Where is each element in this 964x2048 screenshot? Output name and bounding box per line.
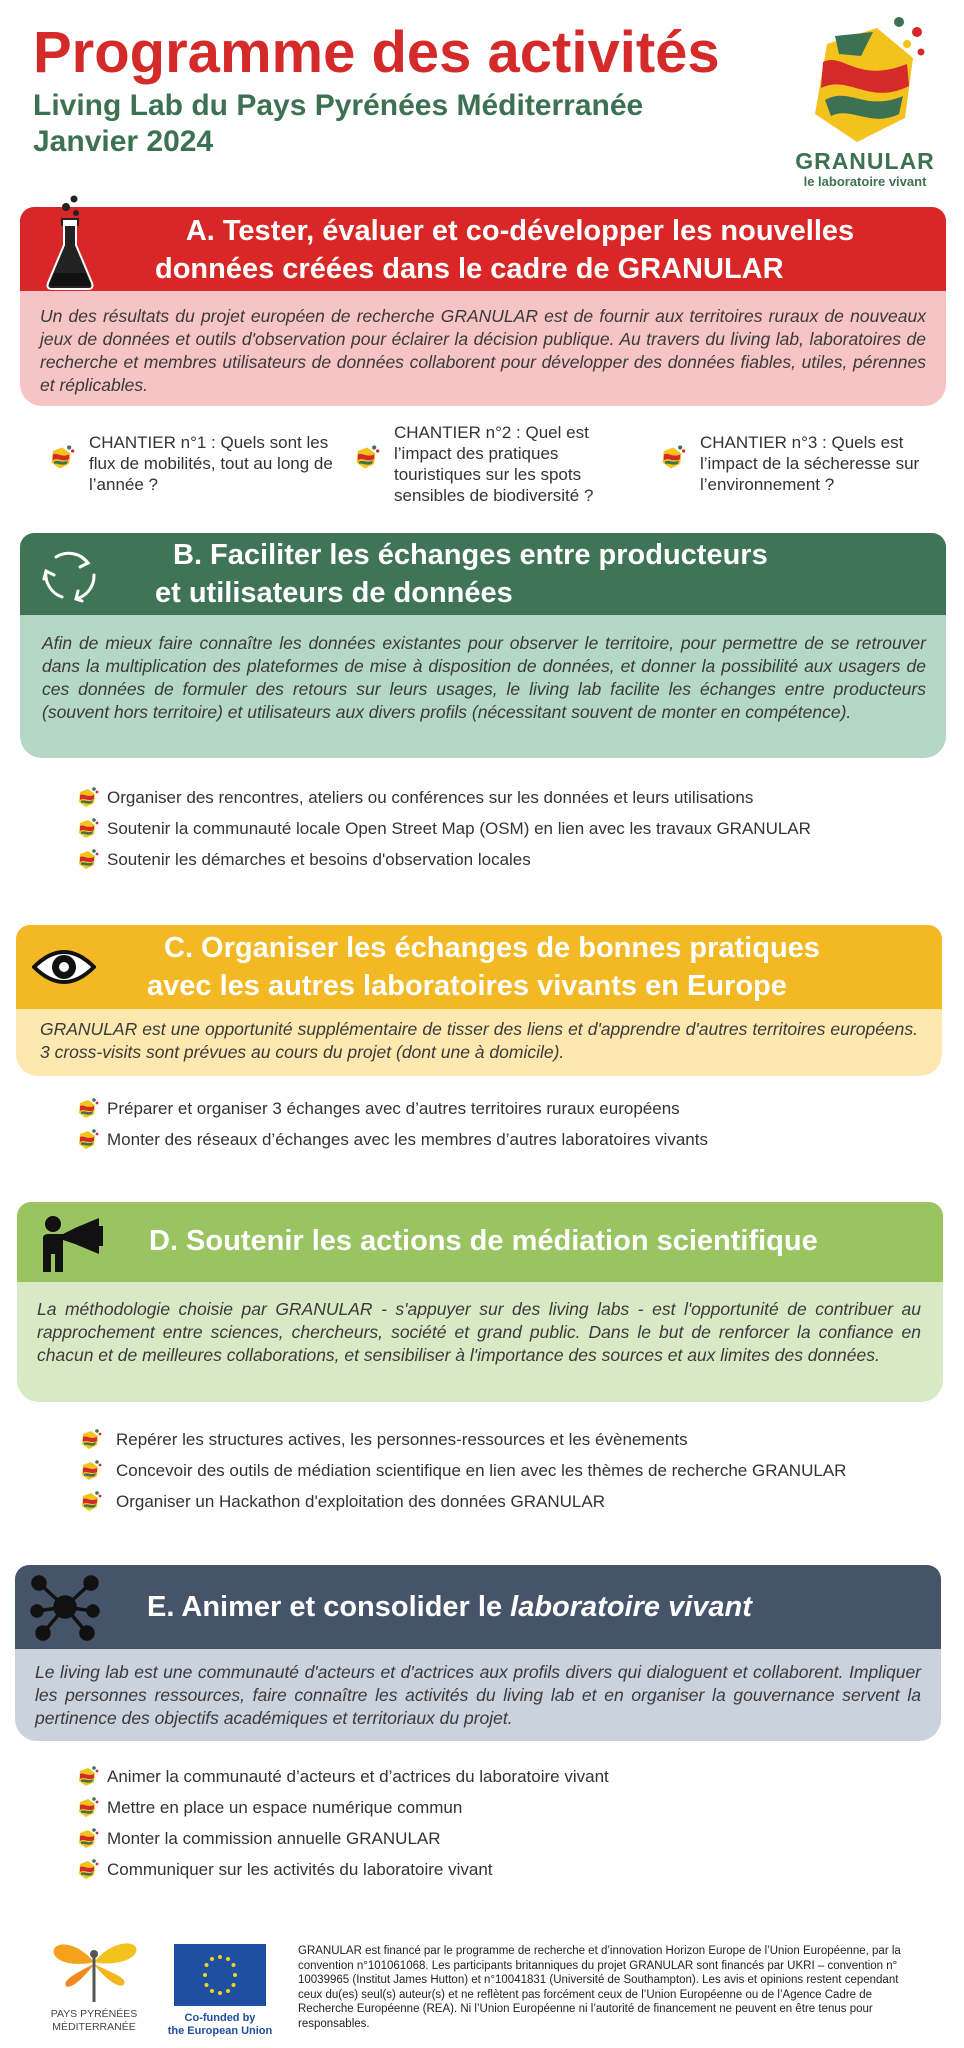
- section-b-body: Afin de mieux faire connaître les données existantes pour observer le territoire, pour permettre de se retrouver dans la multiplication des plateformes de mise à disposition de données, et donner la possibilité aux usagers de ces données de formuler des retours sur leurs usages, le living lab facilite les échanges entre producteurs (souvent hors territoire) et utilisateurs aux divers profils (nécessitant souvent de monter en compétence).: [20, 615, 946, 758]
- section-b-title-line-1: B. Faciliter les échanges entre producteurs: [173, 539, 768, 571]
- granular-bullet-icon: [47, 444, 75, 472]
- chantier-3-text: CHANTIER n°3 : Quels est l’impact de la sécheresse sur l’environnement ?: [700, 433, 920, 494]
- chantier-1-text: CHANTIER n°1 : Quels sont les flux de mobilités, tout au long de l’année ?: [89, 433, 333, 494]
- section-e-title-italic: laboratoire vivant: [510, 1591, 752, 1623]
- list-item: Concevoir des outils de médiation scientifique en lien avec les thèmes de recherche GRANULAR: [78, 1455, 938, 1486]
- page-title: Programme des activités: [33, 20, 720, 85]
- granular-logo-icon: [795, 14, 935, 149]
- network-icon: [29, 1573, 101, 1651]
- section-a-body: Un des résultats du projet européen de recherche GRANULAR est de fournir aux territoires ruraux de nouveaux jeux de données et outils d'observation pour éclairer la décision publique. Au travers du living lab, laboratoires de recherche et membres utilisateurs de données collaborent pour développer des données fiables, utiles, pérennes et réplicables.: [20, 291, 946, 406]
- list-item: Soutenir les démarches et besoins d'observation locales: [75, 844, 935, 875]
- section-c-header: [16, 925, 942, 1009]
- logo-name: GRANULAR: [795, 148, 935, 174]
- section-c-title-line-1: C. Organiser les échanges de bonnes pratiques: [164, 932, 820, 964]
- section-d-body: La méthodologie choisie par GRANULAR - s'appuyer sur des living labs - est l'opportunité de contribuer au rapprochement entre sciences, chercheurs, société et grand public. Dans le but de renforcer la confiance en chacun et de meilleures collaborations, et sensibiliser à l'importance des sources et aux limites des données.: [17, 1282, 943, 1402]
- list-item: Repérer les structures actives, les personnes-ressources et les évènements: [78, 1424, 938, 1455]
- eu-line-2: the European Union: [167, 2025, 273, 2037]
- recycle-icon: [38, 543, 102, 617]
- list-item: Mettre en place un espace numérique commun: [75, 1792, 935, 1823]
- megaphone-person-icon: [41, 1214, 105, 1284]
- section-b-header: [20, 533, 946, 615]
- granular-bullet-icon: [78, 1490, 102, 1514]
- section-a-title: [100, 212, 940, 288]
- granular-bullet-icon: [78, 1428, 102, 1452]
- section-e-bullets: [75, 1761, 935, 1885]
- section-a-title-line-2: données créées dans le cadre de GRANULAR: [155, 253, 784, 285]
- section-d-header: [17, 1202, 943, 1282]
- section-a-title-line-1: A. Tester, évaluer et co-développer les nouvelles: [185, 215, 855, 247]
- funding-disclaimer: GRANULAR est financé par le programme de recherche et d’innovation Horizon Europe de l’Union Européenne, par la convention n°101061068. Les participants britanniques du projet GRANULAR sont financés par UKRI – convention n° 10039965 (Institut James Hutton) et n°10041831 (Université de Southampton). Les avis et opinions restent cependant ceux du(es) seul(s) auteur(s) et ne reflètent pas forcément ceux de l’Union Européenne ou de l’Agence Cadre de Recherche Européenne (REA). Ni l’Union Européenne ni l’autorité de financement ne peuvent en être tenus pour responsables.: [298, 1945, 901, 2030]
- section-a-header: [20, 207, 946, 291]
- page-subtitle: [33, 88, 753, 160]
- list-item: Préparer et organiser 3 échanges avec d’autres territoires ruraux européens: [75, 1093, 935, 1124]
- section-d-title: [109, 1222, 943, 1260]
- eu-cofunded-logo: [165, 1944, 275, 2042]
- pays-line-1: PAYS PYRÉNÉES: [50, 2008, 138, 2020]
- granular-logo: [795, 14, 935, 189]
- section-c-title: [98, 929, 938, 1005]
- granular-bullet-icon: [75, 1097, 99, 1121]
- list-item: Animer la communauté d’acteurs et d’actrices du laboratoire vivant: [75, 1761, 935, 1792]
- section-e-title-plain: E. Animer et consolider le: [147, 1591, 511, 1623]
- granular-bullet-icon: [75, 1765, 99, 1789]
- section-c-title-line-2: avec les autres laboratoires vivants en Europe: [147, 970, 787, 1002]
- pays-pyrenees-logo: [44, 1932, 144, 2042]
- eu-flag-icon: [174, 1944, 266, 2006]
- chantier-1: [47, 432, 339, 495]
- section-e-header: [15, 1565, 941, 1649]
- section-c-body: GRANULAR est une opportunité supplémentaire de tisser des liens et d'apprendre d'autres territoires européens. 3 cross-visits sont prévues au cours du projet (dont une à domicile).: [16, 1009, 942, 1076]
- list-item: Organiser des rencontres, ateliers ou conférences sur les données et leurs utilisations: [75, 782, 935, 813]
- list-item: Monter la commission annuelle GRANULAR: [75, 1823, 935, 1854]
- granular-bullet-icon: [75, 1128, 99, 1152]
- chantier-3: [658, 432, 960, 495]
- eye-icon: [32, 943, 96, 1001]
- section-b-bullets: [75, 782, 935, 875]
- flask-icon: [40, 193, 100, 303]
- granular-bullet-icon: [75, 1827, 99, 1851]
- section-e-title: [107, 1588, 941, 1626]
- logo-tagline: le laboratoire vivant: [803, 174, 927, 189]
- granular-bullet-icon: [658, 444, 686, 472]
- section-b-title: [100, 536, 940, 612]
- section-d-title-line-1: D. Soutenir les actions de médiation scientifique: [149, 1225, 818, 1257]
- list-item: Communiquer sur les activités du laboratoire vivant: [75, 1854, 935, 1885]
- subtitle-line-2: Janvier 2024: [33, 125, 214, 158]
- list-item: Soutenir la communauté locale Open Street Map (OSM) en lien avec les travaux GRANULAR: [75, 813, 935, 844]
- chantier-2: [352, 422, 644, 506]
- granular-bullet-icon: [352, 444, 380, 472]
- granular-bullet-icon: [78, 1459, 102, 1483]
- eu-line-1: Co-funded by: [184, 2012, 256, 2024]
- chantier-2-text: CHANTIER n°2 : Quel est l’impact des pratiques touristiques sur les spots sensibles de biodiversité ?: [394, 423, 594, 505]
- granular-bullet-icon: [75, 1796, 99, 1820]
- subtitle-line-1: Living Lab du Pays Pyrénées Méditerranée: [33, 89, 644, 122]
- granular-bullet-icon: [75, 1858, 99, 1882]
- section-e-body: Le living lab est une communauté d'acteurs et d'actrices aux profils divers qui dialoguent et collaborent. Impliquer les personnes ressources, faire connaître les activités du living lab et en organiser la gouvernance servent la pertinence des objectifs académiques et territoriaux du projet.: [15, 1649, 941, 1741]
- list-item: Monter des réseaux d’échanges avec les membres d’autres laboratoires vivants: [75, 1124, 935, 1155]
- list-item: Organiser un Hackathon d'exploitation des données GRANULAR: [78, 1486, 938, 1517]
- granular-bullet-icon: [75, 848, 99, 872]
- section-b-title-line-2: et utilisateurs de données: [155, 577, 513, 609]
- granular-bullet-icon: [75, 786, 99, 810]
- granular-bullet-icon: [75, 817, 99, 841]
- dragonfly-icon: [44, 1932, 144, 2004]
- section-d-bullets: [78, 1424, 938, 1517]
- pays-line-2: MÉDITERRANÉE: [52, 2021, 136, 2033]
- section-c-bullets: [75, 1093, 935, 1155]
